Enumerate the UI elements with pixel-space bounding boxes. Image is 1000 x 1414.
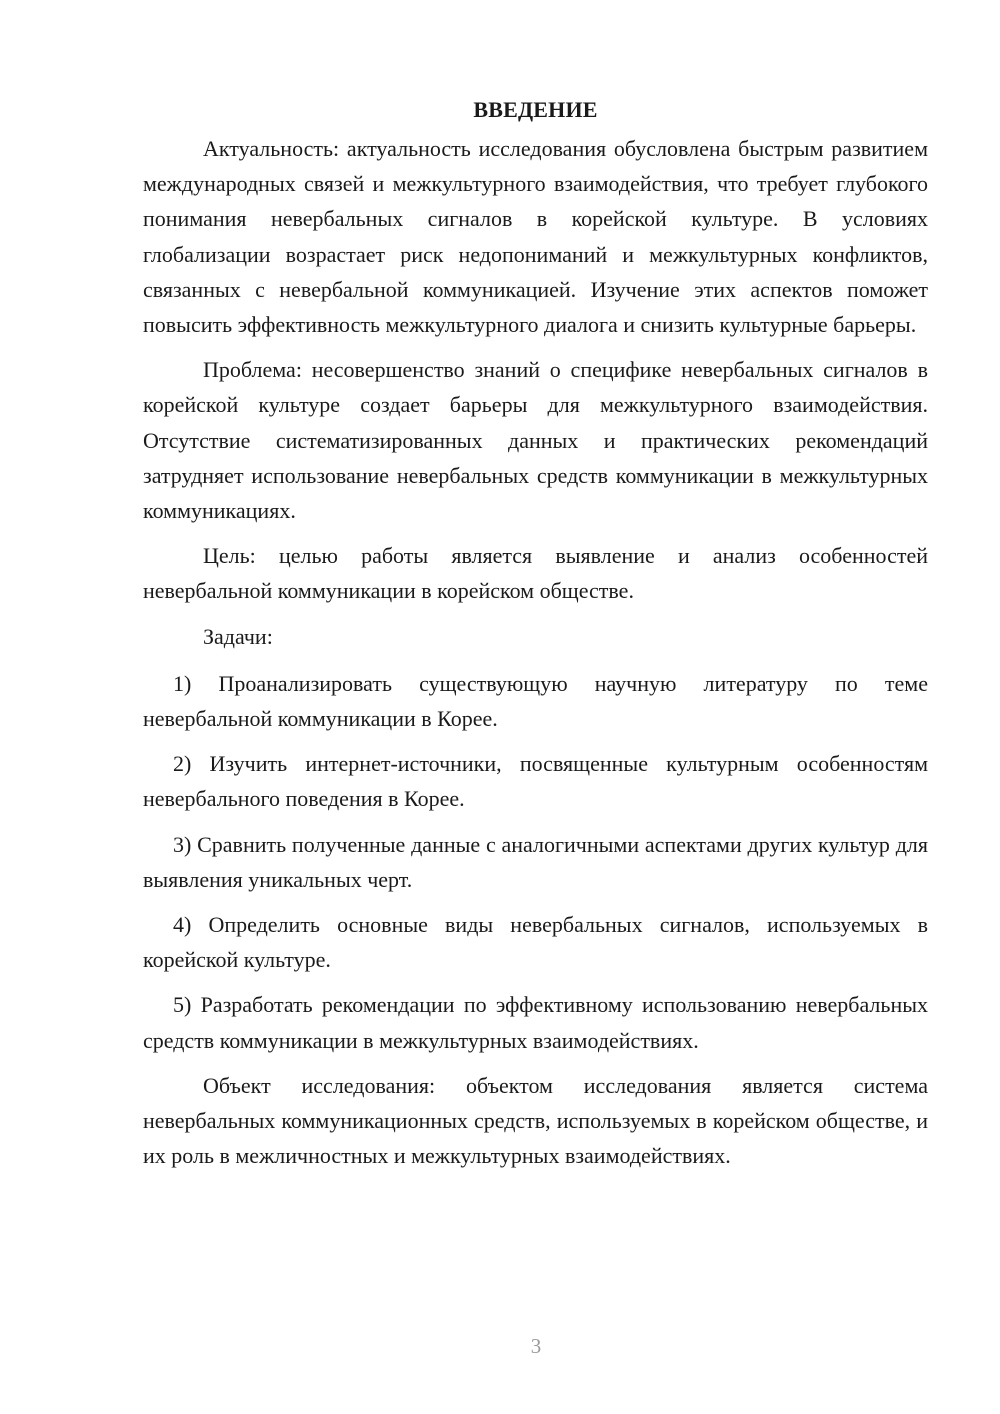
task-item: 2) Изучить интернет-источники, посвященные культурным особенностям невербального поведения в Корее. bbox=[143, 751, 928, 812]
page-number: 3 bbox=[530, 1334, 542, 1358]
object-paragraph: Объект исследования: объектом исследования является система невербальных коммуникационных средств, используемых в корейском обществе, и их роль в межличностных и межкультурных взаимодействиях. bbox=[143, 1072, 928, 1169]
task-item: 4) Определить основные виды невербальных сигналов, используемых в корейской культуре. bbox=[143, 912, 928, 973]
tasks-heading: Задачи: bbox=[203, 623, 273, 649]
task-item: 3) Сравнить полученные данные с аналогичными аспектами других культур для выявления уникальных черт. bbox=[143, 831, 928, 892]
section-title: ВВЕДЕНИЕ bbox=[473, 97, 598, 122]
page-content bbox=[143, 92, 928, 1183]
task-item: 5) Разработать рекомендации по эффективному использованию невербальных средств коммуникации в межкультурных взаимодействиях. bbox=[143, 992, 928, 1053]
problem-paragraph: Проблема: несовершенство знаний о специфике невербальных сигналов в корейской культуре создает барьеры для межкультурного взаимодействия. Отсутствие систематизированных данных и практических рекомендаций затрудняет использование невербальных средств коммуникации в межкультурных коммуникациях. bbox=[143, 357, 928, 524]
relevance-paragraph: Актуальность: актуальность исследования обусловлена быстрым развитием международных связей и межкультурного взаимодействия, что требует глубокого понимания невербальных сигналов в корейской культуре. В условиях глобализации возрастает риск недопониманий и межкультурных конфликтов, связанных с невербальной коммуникацией. Изучение этих аспектов поможет повысить эффективность межкультурного диалога и снизить культурные барьеры. bbox=[143, 136, 928, 338]
task-item: 1) Проанализировать существующую научную литературу по теме невербальной коммуникации в Корее. bbox=[143, 670, 928, 732]
goal-paragraph: Цель: целью работы является выявление и анализ особенностей невербальной коммуникации в корейском обществе. bbox=[143, 543, 928, 604]
